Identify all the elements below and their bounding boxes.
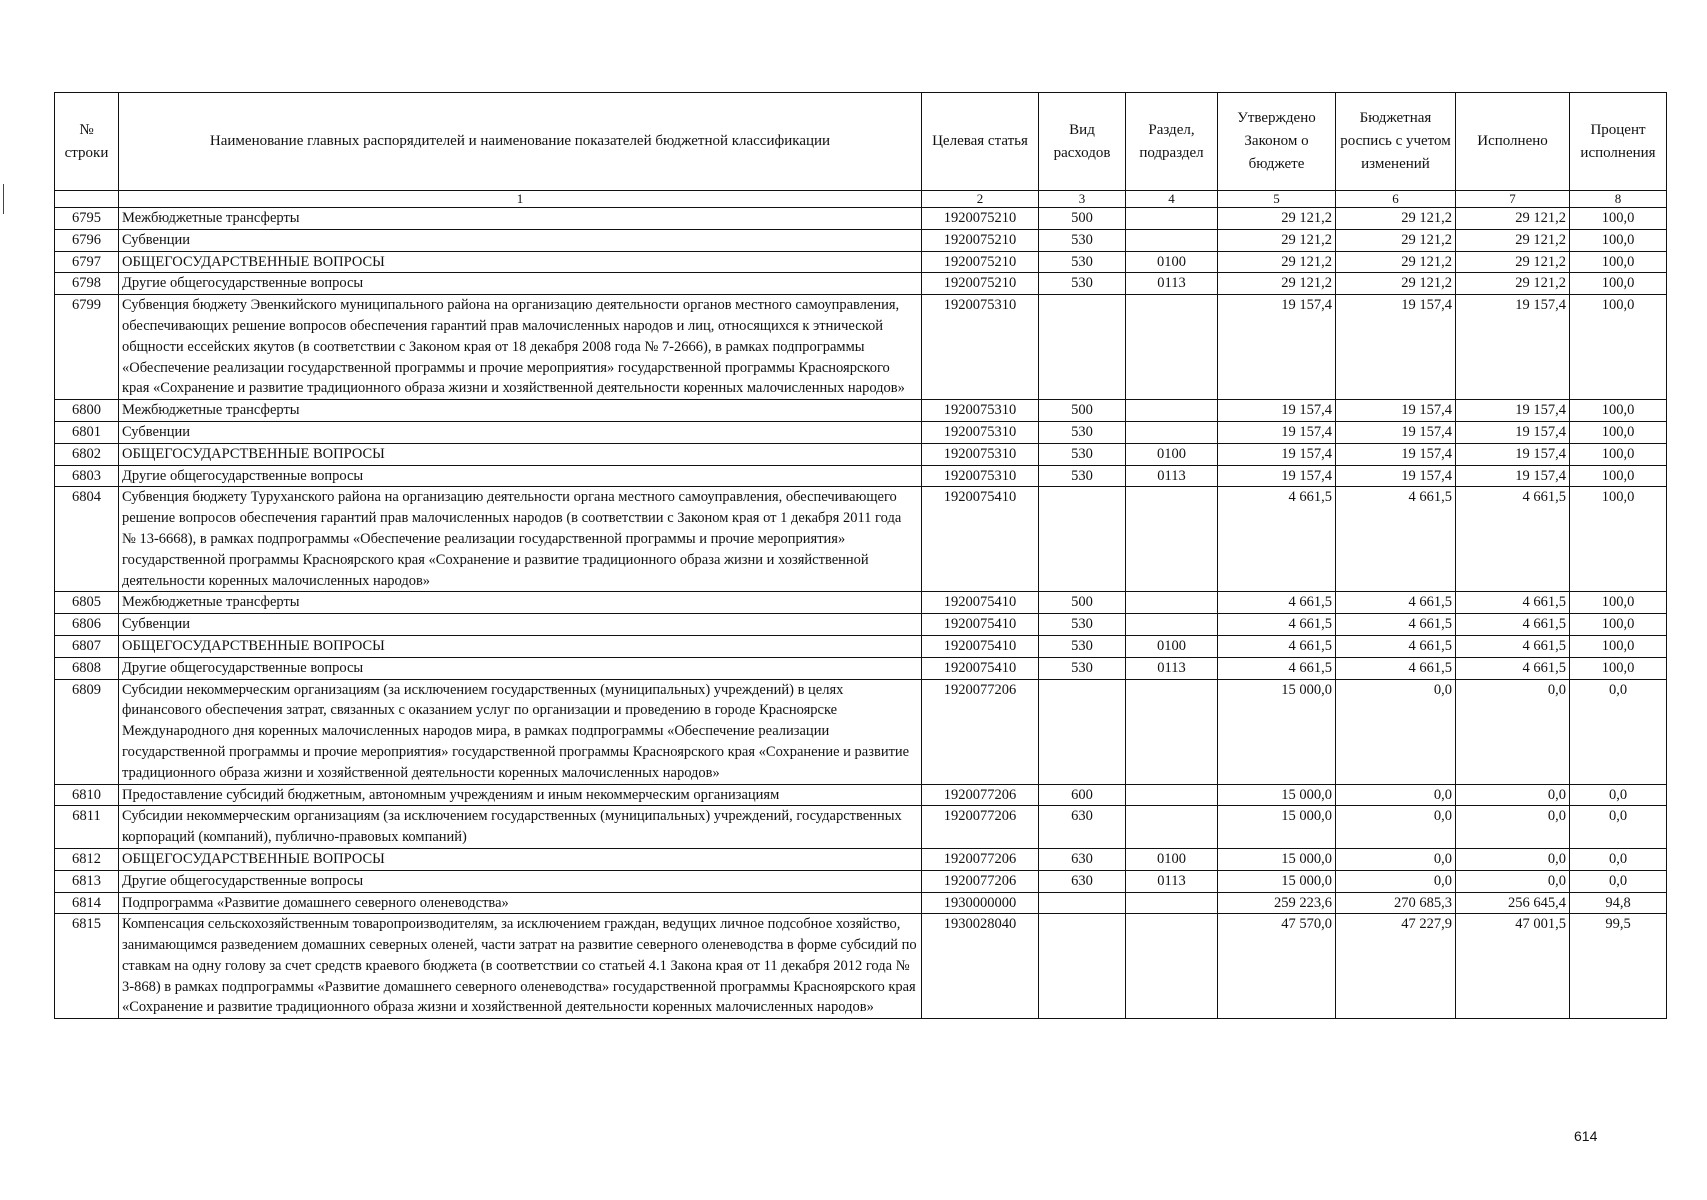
executed-amount-cell: 4 661,5 bbox=[1456, 614, 1570, 636]
target-article-cell: 1920075210 bbox=[922, 273, 1039, 295]
expense-kind-cell: 500 bbox=[1039, 400, 1126, 422]
header-schedule: Бюджетная роспись с учетом изменений bbox=[1336, 93, 1456, 191]
executed-amount-cell: 19 157,4 bbox=[1456, 400, 1570, 422]
executed-amount-cell: 19 157,4 bbox=[1456, 443, 1570, 465]
header-expense-kind: Вид расходов bbox=[1039, 93, 1126, 191]
schedule-amount-cell: 29 121,2 bbox=[1336, 229, 1456, 251]
schedule-amount-cell: 29 121,2 bbox=[1336, 273, 1456, 295]
expense-kind-cell: 530 bbox=[1039, 443, 1126, 465]
approved-amount-cell: 15 000,0 bbox=[1218, 679, 1336, 784]
expense-kind-cell: 630 bbox=[1039, 806, 1126, 849]
row-name-cell: ОБЩЕГОСУДАРСТВЕННЫЕ ВОПРОСЫ bbox=[119, 635, 922, 657]
percent-cell: 100,0 bbox=[1570, 251, 1667, 273]
row-number-cell: 6810 bbox=[55, 784, 119, 806]
row-number-cell: 6796 bbox=[55, 229, 119, 251]
percent-cell: 100,0 bbox=[1570, 614, 1667, 636]
table-row bbox=[55, 635, 1667, 657]
percent-cell: 100,0 bbox=[1570, 592, 1667, 614]
schedule-amount-cell: 4 661,5 bbox=[1336, 614, 1456, 636]
percent-cell: 0,0 bbox=[1570, 679, 1667, 784]
executed-amount-cell: 0,0 bbox=[1456, 679, 1570, 784]
section-cell: 0113 bbox=[1126, 657, 1218, 679]
executed-amount-cell: 29 121,2 bbox=[1456, 273, 1570, 295]
table-row bbox=[55, 657, 1667, 679]
table-row bbox=[55, 400, 1667, 422]
approved-amount-cell: 29 121,2 bbox=[1218, 251, 1336, 273]
header-percent: Процент исполнения bbox=[1570, 93, 1667, 191]
row-name-cell: Субвенции bbox=[119, 421, 922, 443]
percent-cell: 94,8 bbox=[1570, 892, 1667, 914]
row-number-cell: 6813 bbox=[55, 870, 119, 892]
row-name-cell: Субсидии некоммерческим организациям (за исключением государственных (муниципальных) учреждений, государственных корпораций (компаний), публично-правовых компаний) bbox=[119, 806, 922, 849]
approved-amount-cell: 29 121,2 bbox=[1218, 273, 1336, 295]
target-article-cell: 1930000000 bbox=[922, 892, 1039, 914]
column-number: 3 bbox=[1039, 191, 1126, 208]
percent-cell: 100,0 bbox=[1570, 208, 1667, 230]
section-cell: 0100 bbox=[1126, 251, 1218, 273]
table-body bbox=[55, 208, 1667, 1019]
approved-amount-cell: 4 661,5 bbox=[1218, 614, 1336, 636]
section-cell bbox=[1126, 400, 1218, 422]
approved-amount-cell: 19 157,4 bbox=[1218, 443, 1336, 465]
approved-amount-cell: 29 121,2 bbox=[1218, 208, 1336, 230]
expense-kind-cell: 530 bbox=[1039, 273, 1126, 295]
approved-amount-cell: 19 157,4 bbox=[1218, 295, 1336, 400]
row-number-cell: 6803 bbox=[55, 465, 119, 487]
column-number: 8 bbox=[1570, 191, 1667, 208]
target-article-cell: 1920075310 bbox=[922, 295, 1039, 400]
target-article-cell: 1920075310 bbox=[922, 400, 1039, 422]
column-number: 5 bbox=[1218, 191, 1336, 208]
table-row bbox=[55, 614, 1667, 636]
approved-amount-cell: 4 661,5 bbox=[1218, 592, 1336, 614]
row-name-cell: Предоставление субсидий бюджетным, автономным учреждениям и иным некоммерческим организациям bbox=[119, 784, 922, 806]
table-row bbox=[55, 421, 1667, 443]
row-number-cell: 6798 bbox=[55, 273, 119, 295]
executed-amount-cell: 29 121,2 bbox=[1456, 229, 1570, 251]
page-number: 614 bbox=[1574, 1128, 1598, 1144]
row-name-cell: Субвенции bbox=[119, 229, 922, 251]
column-number-blank bbox=[55, 191, 119, 208]
table-row bbox=[55, 914, 1667, 1019]
header-section: Раздел, подраздел bbox=[1126, 93, 1218, 191]
expense-kind-cell bbox=[1039, 487, 1126, 592]
row-number-cell: 6797 bbox=[55, 251, 119, 273]
schedule-amount-cell: 19 157,4 bbox=[1336, 400, 1456, 422]
section-cell bbox=[1126, 592, 1218, 614]
target-article-cell: 1920075410 bbox=[922, 487, 1039, 592]
header-approved: Утверждено Законом о бюджете bbox=[1218, 93, 1336, 191]
schedule-amount-cell: 47 227,9 bbox=[1336, 914, 1456, 1019]
section-cell: 0113 bbox=[1126, 465, 1218, 487]
section-cell bbox=[1126, 914, 1218, 1019]
row-number-cell: 6804 bbox=[55, 487, 119, 592]
row-name-cell: Компенсация сельскохозяйственным товаропроизводителям, за исключением граждан, ведущих личное подсобное хозяйство, занимающимся разведением домашних северных оленей, части затрат на развитие северного оленеводства в форме субсидий по ставкам на одну голову за счет средств краевого бюджета (в соответствии со статьей 4.1 Закона края от 11 декабря 2012 года № 3-868) в рамках подпрограммы «Развитие домашнего северного оленеводства» государственной программы Красноярского края «Сохранение и развитие традиционного образа жизни и хозяйственной деятельности коренных малочисленных народов» bbox=[119, 914, 922, 1019]
table-row bbox=[55, 229, 1667, 251]
table-row bbox=[55, 273, 1667, 295]
table-row bbox=[55, 679, 1667, 784]
executed-amount-cell: 29 121,2 bbox=[1456, 251, 1570, 273]
executed-amount-cell: 0,0 bbox=[1456, 848, 1570, 870]
header-name: Наименование главных распорядителей и наименование показателей бюджетной классификации bbox=[119, 93, 922, 191]
approved-amount-cell: 29 121,2 bbox=[1218, 229, 1336, 251]
section-cell bbox=[1126, 614, 1218, 636]
schedule-amount-cell: 4 661,5 bbox=[1336, 592, 1456, 614]
target-article-cell: 1920075410 bbox=[922, 592, 1039, 614]
header-target-article: Целевая статья bbox=[922, 93, 1039, 191]
schedule-amount-cell: 0,0 bbox=[1336, 848, 1456, 870]
row-number-cell: 6814 bbox=[55, 892, 119, 914]
row-number-cell: 6799 bbox=[55, 295, 119, 400]
row-number-cell: 6800 bbox=[55, 400, 119, 422]
schedule-amount-cell: 270 685,3 bbox=[1336, 892, 1456, 914]
section-cell bbox=[1126, 229, 1218, 251]
section-cell bbox=[1126, 295, 1218, 400]
schedule-amount-cell: 19 157,4 bbox=[1336, 465, 1456, 487]
schedule-amount-cell: 19 157,4 bbox=[1336, 295, 1456, 400]
target-article-cell: 1920077206 bbox=[922, 870, 1039, 892]
target-article-cell: 1920075410 bbox=[922, 614, 1039, 636]
expense-kind-cell bbox=[1039, 914, 1126, 1019]
executed-amount-cell: 0,0 bbox=[1456, 784, 1570, 806]
row-name-cell: Субвенции bbox=[119, 614, 922, 636]
schedule-amount-cell: 19 157,4 bbox=[1336, 421, 1456, 443]
executed-amount-cell: 0,0 bbox=[1456, 870, 1570, 892]
row-number-cell: 6801 bbox=[55, 421, 119, 443]
approved-amount-cell: 19 157,4 bbox=[1218, 465, 1336, 487]
row-number-cell: 6807 bbox=[55, 635, 119, 657]
section-cell: 0100 bbox=[1126, 443, 1218, 465]
executed-amount-cell: 47 001,5 bbox=[1456, 914, 1570, 1019]
row-name-cell: ОБЩЕГОСУДАРСТВЕННЫЕ ВОПРОСЫ bbox=[119, 848, 922, 870]
percent-cell: 100,0 bbox=[1570, 273, 1667, 295]
row-name-cell: ОБЩЕГОСУДАРСТВЕННЫЕ ВОПРОСЫ bbox=[119, 443, 922, 465]
expense-kind-cell: 530 bbox=[1039, 635, 1126, 657]
section-cell: 0113 bbox=[1126, 273, 1218, 295]
row-name-cell: Межбюджетные трансферты bbox=[119, 208, 922, 230]
schedule-amount-cell: 0,0 bbox=[1336, 679, 1456, 784]
target-article-cell: 1920075210 bbox=[922, 229, 1039, 251]
percent-cell: 100,0 bbox=[1570, 400, 1667, 422]
approved-amount-cell: 15 000,0 bbox=[1218, 848, 1336, 870]
approved-amount-cell: 15 000,0 bbox=[1218, 806, 1336, 849]
percent-cell: 0,0 bbox=[1570, 870, 1667, 892]
target-article-cell: 1920077206 bbox=[922, 806, 1039, 849]
percent-cell: 100,0 bbox=[1570, 657, 1667, 679]
executed-amount-cell: 19 157,4 bbox=[1456, 465, 1570, 487]
percent-cell: 100,0 bbox=[1570, 229, 1667, 251]
table-row bbox=[55, 465, 1667, 487]
expense-kind-cell: 600 bbox=[1039, 784, 1126, 806]
target-article-cell: 1920075310 bbox=[922, 465, 1039, 487]
row-name-cell: Межбюджетные трансферты bbox=[119, 400, 922, 422]
target-article-cell: 1920075310 bbox=[922, 443, 1039, 465]
executed-amount-cell: 19 157,4 bbox=[1456, 295, 1570, 400]
row-name-cell: Субвенция бюджету Туруханского района на организацию деятельности органа местного самоуправления, обеспечивающего решение вопросов обеспечения гарантий прав малочисленных народов (в соответствии с Законом края от 1 декабря 2011 года № 13-6668), в рамках подпрограммы «Обеспечение реализации государственной программы и прочие мероприятия» государственной программы Красноярского края «Сохранение и развитие традиционного образа жизни и хозяйственной деятельности коренных малочисленных народов» bbox=[119, 487, 922, 592]
approved-amount-cell: 15 000,0 bbox=[1218, 784, 1336, 806]
row-number-cell: 6805 bbox=[55, 592, 119, 614]
executed-amount-cell: 4 661,5 bbox=[1456, 487, 1570, 592]
expense-kind-cell: 530 bbox=[1039, 229, 1126, 251]
row-number-cell: 6795 bbox=[55, 208, 119, 230]
row-name-cell: Другие общегосударственные вопросы bbox=[119, 657, 922, 679]
expense-kind-cell: 530 bbox=[1039, 251, 1126, 273]
executed-amount-cell: 4 661,5 bbox=[1456, 592, 1570, 614]
table-row bbox=[55, 251, 1667, 273]
schedule-amount-cell: 4 661,5 bbox=[1336, 635, 1456, 657]
approved-amount-cell: 4 661,5 bbox=[1218, 635, 1336, 657]
target-article-cell: 1920075310 bbox=[922, 421, 1039, 443]
expense-kind-cell: 530 bbox=[1039, 657, 1126, 679]
section-cell bbox=[1126, 679, 1218, 784]
section-cell: 0113 bbox=[1126, 870, 1218, 892]
column-number-row bbox=[55, 191, 1667, 208]
table-row bbox=[55, 208, 1667, 230]
schedule-amount-cell: 0,0 bbox=[1336, 784, 1456, 806]
percent-cell: 100,0 bbox=[1570, 487, 1667, 592]
executed-amount-cell: 4 661,5 bbox=[1456, 635, 1570, 657]
expense-kind-cell bbox=[1039, 892, 1126, 914]
executed-amount-cell: 256 645,4 bbox=[1456, 892, 1570, 914]
target-article-cell: 1920077206 bbox=[922, 848, 1039, 870]
table-row bbox=[55, 892, 1667, 914]
header-executed: Исполнено bbox=[1456, 93, 1570, 191]
column-number: 7 bbox=[1456, 191, 1570, 208]
expense-kind-cell: 630 bbox=[1039, 870, 1126, 892]
percent-cell: 100,0 bbox=[1570, 421, 1667, 443]
section-cell bbox=[1126, 487, 1218, 592]
section-cell bbox=[1126, 208, 1218, 230]
schedule-amount-cell: 0,0 bbox=[1336, 806, 1456, 849]
approved-amount-cell: 4 661,5 bbox=[1218, 487, 1336, 592]
target-article-cell: 1920075410 bbox=[922, 657, 1039, 679]
budget-table bbox=[54, 92, 1667, 1019]
expense-kind-cell bbox=[1039, 295, 1126, 400]
row-number-cell: 6802 bbox=[55, 443, 119, 465]
row-number-cell: 6808 bbox=[55, 657, 119, 679]
approved-amount-cell: 47 570,0 bbox=[1218, 914, 1336, 1019]
approved-amount-cell: 19 157,4 bbox=[1218, 421, 1336, 443]
section-cell bbox=[1126, 892, 1218, 914]
executed-amount-cell: 0,0 bbox=[1456, 806, 1570, 849]
row-number-cell: 6812 bbox=[55, 848, 119, 870]
section-cell bbox=[1126, 806, 1218, 849]
row-number-cell: 6811 bbox=[55, 806, 119, 849]
section-cell: 0100 bbox=[1126, 848, 1218, 870]
row-name-cell: ОБЩЕГОСУДАРСТВЕННЫЕ ВОПРОСЫ bbox=[119, 251, 922, 273]
row-number-cell: 6806 bbox=[55, 614, 119, 636]
row-name-cell: Другие общегосударственные вопросы bbox=[119, 273, 922, 295]
approved-amount-cell: 4 661,5 bbox=[1218, 657, 1336, 679]
row-name-cell: Другие общегосударственные вопросы bbox=[119, 870, 922, 892]
row-name-cell: Подпрограмма «Развитие домашнего северного оленеводства» bbox=[119, 892, 922, 914]
expense-kind-cell: 530 bbox=[1039, 614, 1126, 636]
table-row bbox=[55, 592, 1667, 614]
section-cell: 0100 bbox=[1126, 635, 1218, 657]
table-header-row bbox=[55, 93, 1667, 191]
executed-amount-cell: 4 661,5 bbox=[1456, 657, 1570, 679]
schedule-amount-cell: 29 121,2 bbox=[1336, 208, 1456, 230]
table-row bbox=[55, 806, 1667, 849]
table-row bbox=[55, 487, 1667, 592]
table-row bbox=[55, 870, 1667, 892]
row-name-cell: Субсидии некоммерческим организациям (за исключением государственных (муниципальных) учреждений) в целях финансового обеспечения затрат, связанных с оказанием услуг по организации и проведению в городе Красноярске Международного дня коренных малочисленных народов мира, в рамках подпрограммы «Обеспечение реализации государственной программы и прочие мероприятия» государственной программы Красноярского края «Сохранение и развитие традиционного образа жизни и хозяйственной деятельности коренных малочисленных народов» bbox=[119, 679, 922, 784]
executed-amount-cell: 19 157,4 bbox=[1456, 421, 1570, 443]
percent-cell: 100,0 bbox=[1570, 295, 1667, 400]
percent-cell: 99,5 bbox=[1570, 914, 1667, 1019]
schedule-amount-cell: 29 121,2 bbox=[1336, 251, 1456, 273]
column-number: 2 bbox=[922, 191, 1039, 208]
percent-cell: 100,0 bbox=[1570, 465, 1667, 487]
approved-amount-cell: 259 223,6 bbox=[1218, 892, 1336, 914]
expense-kind-cell: 530 bbox=[1039, 465, 1126, 487]
percent-cell: 100,0 bbox=[1570, 443, 1667, 465]
expense-kind-cell: 630 bbox=[1039, 848, 1126, 870]
percent-cell: 0,0 bbox=[1570, 848, 1667, 870]
table-row bbox=[55, 295, 1667, 400]
schedule-amount-cell: 0,0 bbox=[1336, 870, 1456, 892]
table-row bbox=[55, 848, 1667, 870]
approved-amount-cell: 19 157,4 bbox=[1218, 400, 1336, 422]
expense-kind-cell: 530 bbox=[1039, 421, 1126, 443]
column-number: 1 bbox=[119, 191, 922, 208]
scan-margin-mark bbox=[3, 184, 4, 214]
target-article-cell: 1920075210 bbox=[922, 208, 1039, 230]
expense-kind-cell bbox=[1039, 679, 1126, 784]
target-article-cell: 1930028040 bbox=[922, 914, 1039, 1019]
percent-cell: 0,0 bbox=[1570, 806, 1667, 849]
schedule-amount-cell: 4 661,5 bbox=[1336, 657, 1456, 679]
target-article-cell: 1920077206 bbox=[922, 679, 1039, 784]
expense-kind-cell: 500 bbox=[1039, 208, 1126, 230]
row-name-cell: Другие общегосударственные вопросы bbox=[119, 465, 922, 487]
approved-amount-cell: 15 000,0 bbox=[1218, 870, 1336, 892]
percent-cell: 0,0 bbox=[1570, 784, 1667, 806]
row-number-cell: 6815 bbox=[55, 914, 119, 1019]
section-cell bbox=[1126, 421, 1218, 443]
row-name-cell: Субвенция бюджету Эвенкийского муниципального района на организацию деятельности органов местного самоуправления, обеспечивающих решение вопросов обеспечения гарантий прав малочисленных народов и лиц, относящихся к этнической общности ессейских якутов (в соответствии с Законом края от 18 декабря 2008 года № 7-2666), в рамках подпрограммы «Обеспечение реализации государственной программы и прочие мероприятия» государственной программы Красноярского края «Сохранение и развитие традиционного образа жизни и хозяйственной деятельности коренных малочисленных народов» bbox=[119, 295, 922, 400]
target-article-cell: 1920077206 bbox=[922, 784, 1039, 806]
percent-cell: 100,0 bbox=[1570, 635, 1667, 657]
executed-amount-cell: 29 121,2 bbox=[1456, 208, 1570, 230]
target-article-cell: 1920075210 bbox=[922, 251, 1039, 273]
column-number: 4 bbox=[1126, 191, 1218, 208]
table-row bbox=[55, 443, 1667, 465]
row-name-cell: Межбюджетные трансферты bbox=[119, 592, 922, 614]
schedule-amount-cell: 19 157,4 bbox=[1336, 443, 1456, 465]
header-row-number: № строки bbox=[55, 93, 119, 191]
section-cell bbox=[1126, 784, 1218, 806]
expense-kind-cell: 500 bbox=[1039, 592, 1126, 614]
schedule-amount-cell: 4 661,5 bbox=[1336, 487, 1456, 592]
target-article-cell: 1920075410 bbox=[922, 635, 1039, 657]
column-number: 6 bbox=[1336, 191, 1456, 208]
table-row bbox=[55, 784, 1667, 806]
row-number-cell: 6809 bbox=[55, 679, 119, 784]
